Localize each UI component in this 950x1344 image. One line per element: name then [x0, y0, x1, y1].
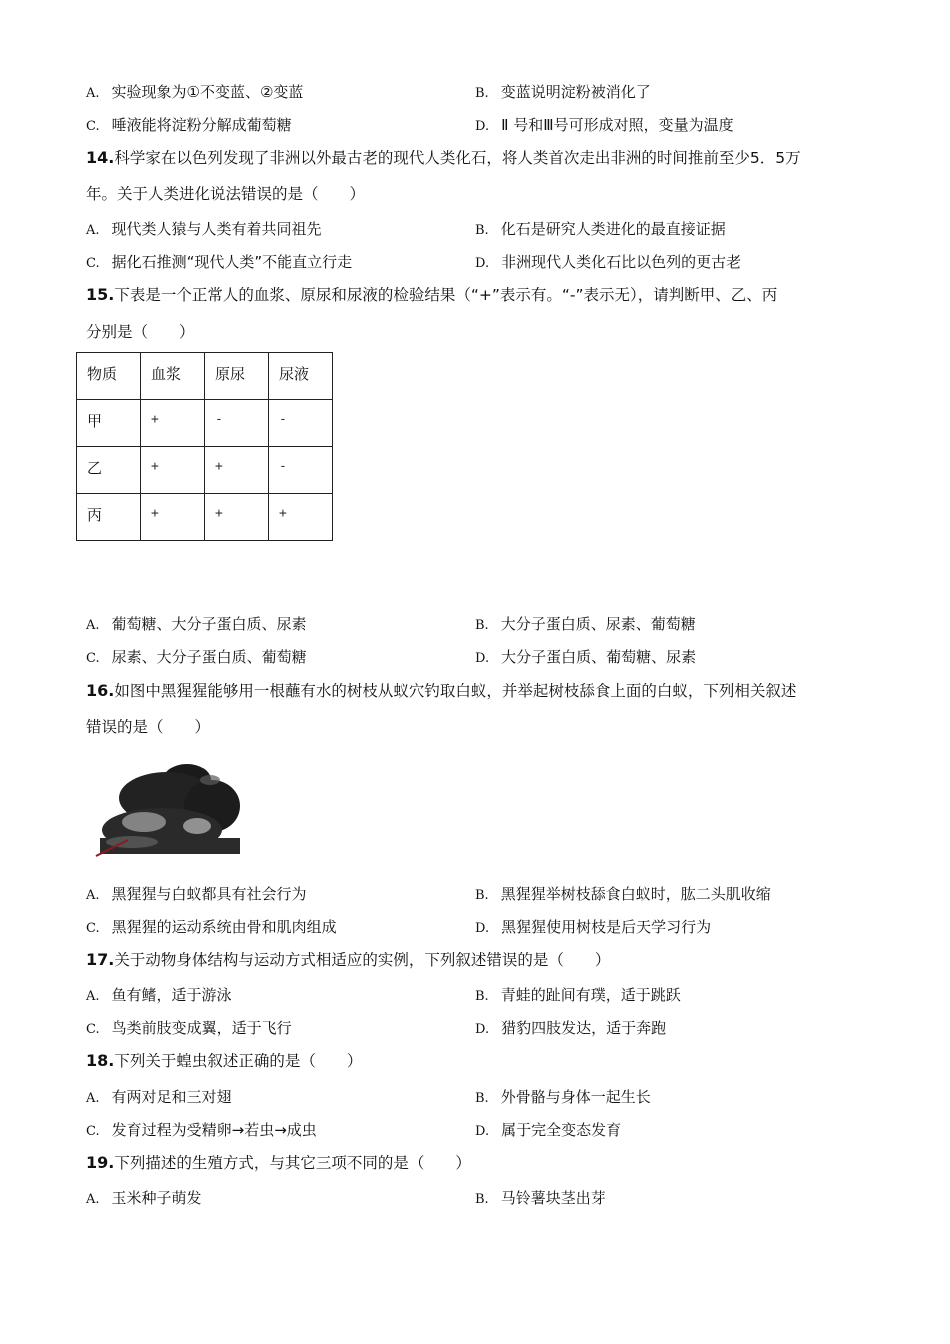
table-cell: 甲 — [77, 400, 141, 447]
option-letter: D. — [475, 651, 490, 666]
q14-option-b — [475, 219, 726, 241]
q13-option-b — [475, 82, 651, 104]
option-letter: A. — [86, 1192, 100, 1207]
q15-option-b — [475, 614, 696, 636]
option-letter: C. — [86, 1022, 100, 1037]
option-text: 现代类人猿与人类有着共同祖先 — [111, 220, 322, 238]
option-text: 青蛙的趾间有璞，适于跳跃 — [500, 986, 681, 1004]
question-text: 如图中黑猩猩能够用一根蘸有水的树枝从蚁穴钓取白蚁，并举起树枝舔食上面的白蚁，下列相关叙述 — [114, 682, 797, 700]
option-text: 实验现象为①不变蓝、②变蓝 — [111, 83, 304, 101]
option-letter: B. — [475, 618, 489, 633]
option-text: 黑猩猩的运动系统由骨和肌肉组成 — [111, 918, 337, 936]
option-text: 黑猩猩使用树枝是后天学习行为 — [501, 918, 712, 936]
option-text: 唾液能将淀粉分解成葡萄糖 — [111, 116, 292, 134]
q15-stem-line1 — [86, 284, 777, 306]
option-text: 猎豹四肢发达，适于奔跑 — [501, 1019, 667, 1037]
option-text: 葡萄糖、大分子蛋白质、尿素 — [111, 615, 307, 633]
q19-option-b — [475, 1188, 606, 1210]
option-text: 属于完全变态发育 — [501, 1121, 622, 1139]
option-text: 非洲现代人类化石比以色列的更古老 — [501, 253, 742, 271]
table-header-cell: 物质 — [77, 353, 141, 400]
table-cell: 丙 — [77, 494, 141, 541]
option-letter: C. — [86, 651, 100, 666]
option-letter: A. — [86, 1091, 100, 1106]
option-text: 玉米种子萌发 — [111, 1189, 202, 1207]
table-cell: + — [141, 400, 205, 447]
option-text: 变蓝说明淀粉被消化了 — [500, 83, 651, 101]
q18-stem — [86, 1050, 362, 1072]
question-number: 16. — [86, 681, 115, 700]
q18-option-b — [475, 1087, 651, 1109]
option-text: 外骨骼与身体一起生长 — [500, 1088, 651, 1106]
question-text: 下列关于蝗虫叙述正确的是（ ） — [114, 1052, 363, 1070]
chimp-arm-highlight — [183, 818, 211, 834]
option-letter: D. — [475, 1124, 490, 1139]
q14-option-c — [86, 252, 352, 274]
option-text: Ⅱ 号和Ⅲ号可形成对照，变量为温度 — [501, 116, 734, 134]
q14-stem-line2: 年。关于人类进化说法错误的是（ ） — [86, 185, 366, 203]
q16-option-a — [86, 884, 307, 906]
q19-stem — [86, 1152, 471, 1174]
option-letter: D. — [475, 1022, 490, 1037]
table-cell: + — [269, 494, 333, 541]
option-letter: A. — [86, 618, 100, 633]
question-text: 下表是一个正常人的血浆、原尿和尿液的检验结果（“+”表示有。“-”表示无），请判断甲、乙、丙 — [114, 286, 778, 304]
q15-stem-line2: 分别是（ ） — [86, 323, 195, 341]
option-letter: C. — [86, 119, 100, 134]
table-row — [77, 400, 333, 447]
option-text: 有两对足和三对翅 — [111, 1088, 232, 1106]
q17-option-b — [475, 985, 681, 1007]
table-header-cell: 血浆 — [141, 353, 205, 400]
q14-option-d — [475, 252, 741, 274]
option-letter: C. — [86, 921, 100, 936]
table-cell: - — [269, 400, 333, 447]
option-letter: A. — [86, 223, 100, 238]
q14-option-a — [86, 219, 322, 241]
question-number: 17. — [86, 950, 115, 969]
option-text: 大分子蛋白质、葡萄糖、尿素 — [501, 648, 697, 666]
table-cell: + — [205, 447, 269, 494]
q16-option-b — [475, 884, 771, 906]
option-text: 大分子蛋白质、尿素、葡萄糖 — [500, 615, 696, 633]
q15-option-d — [475, 647, 696, 669]
table-header-row — [77, 353, 333, 400]
option-letter: C. — [86, 256, 100, 271]
question-number: 19. — [86, 1153, 115, 1172]
q19-option-a — [86, 1188, 202, 1210]
option-letter: D. — [475, 256, 490, 271]
q16-stem-line2: 错误的是（ ） — [86, 718, 211, 736]
q13-option-c — [86, 115, 292, 137]
chimpanzee-photo — [92, 760, 248, 860]
option-text: 鱼有鳍，适于游泳 — [111, 986, 232, 1004]
table-cell: + — [141, 494, 205, 541]
q17-stem — [86, 949, 610, 971]
table-row — [77, 494, 333, 541]
table-cell: 乙 — [77, 447, 141, 494]
option-letter: B. — [475, 989, 489, 1004]
option-letter: C. — [86, 1124, 100, 1139]
option-letter: B. — [475, 888, 489, 903]
q16-option-c — [86, 917, 337, 939]
option-text: 化石是研究人类进化的最直接证据 — [500, 220, 726, 238]
option-text: 黑猩猩与白蚁都具有社会行为 — [111, 885, 307, 903]
question-number: 15. — [86, 285, 115, 304]
question-number: 14. — [86, 148, 115, 167]
option-letter: B. — [475, 86, 489, 101]
chimp-head-highlight — [200, 775, 220, 785]
question-text: 关于动物身体结构与运动方式相适应的实例，下列叙述错误的是（ ） — [114, 951, 611, 969]
q17-option-a — [86, 985, 232, 1007]
q13-option-d — [475, 115, 734, 137]
q15-option-a — [86, 614, 307, 636]
q18-option-d — [475, 1120, 621, 1142]
q14-stem-line1 — [86, 147, 801, 169]
option-letter: D. — [475, 921, 490, 936]
option-text: 黑猩猩举树枝舔食白蚁时，肱二头肌收缩 — [500, 885, 771, 903]
chimp-highlight — [122, 812, 166, 832]
option-text: 尿素、大分子蛋白质、葡萄糖 — [111, 648, 307, 666]
question-text: 下列描述的生殖方式，与其它三项不同的是（ ） — [114, 1154, 471, 1172]
question-text: 科学家在以色列发现了非洲以外最古老的现代人类化石，将人类首次走出非洲的时间推前至少5．5万 — [114, 149, 801, 167]
option-letter: D. — [475, 119, 490, 134]
q16-option-d — [475, 917, 711, 939]
table-cell: + — [141, 447, 205, 494]
q18-option-c — [86, 1120, 317, 1142]
option-letter: B. — [475, 223, 489, 238]
option-letter: B. — [475, 1091, 489, 1106]
table-header-cell: 尿液 — [269, 353, 333, 400]
urine-test-table — [76, 352, 333, 541]
table-row — [77, 447, 333, 494]
table-cell: - — [205, 400, 269, 447]
option-text: 鸟类前肢变成翼，适于飞行 — [111, 1019, 292, 1037]
table-header-cell: 原尿 — [205, 353, 269, 400]
table-cell: - — [269, 447, 333, 494]
option-letter: A. — [86, 86, 100, 101]
q16-stem-line1 — [86, 680, 796, 702]
option-letter: A. — [86, 989, 100, 1004]
q13-option-a — [86, 82, 303, 104]
q17-option-c — [86, 1018, 292, 1040]
option-letter: B. — [475, 1192, 489, 1207]
q17-option-d — [475, 1018, 666, 1040]
option-text: 据化石推测“现代人类”不能直立行走 — [111, 253, 353, 271]
table-cell: + — [205, 494, 269, 541]
option-text: 马铃薯块茎出芽 — [500, 1189, 606, 1207]
option-letter: A. — [86, 888, 100, 903]
q15-option-c — [86, 647, 307, 669]
q18-option-a — [86, 1087, 232, 1109]
question-number: 18. — [86, 1051, 115, 1070]
option-text: 发育过程为受精卵→若虫→成虫 — [111, 1121, 317, 1139]
